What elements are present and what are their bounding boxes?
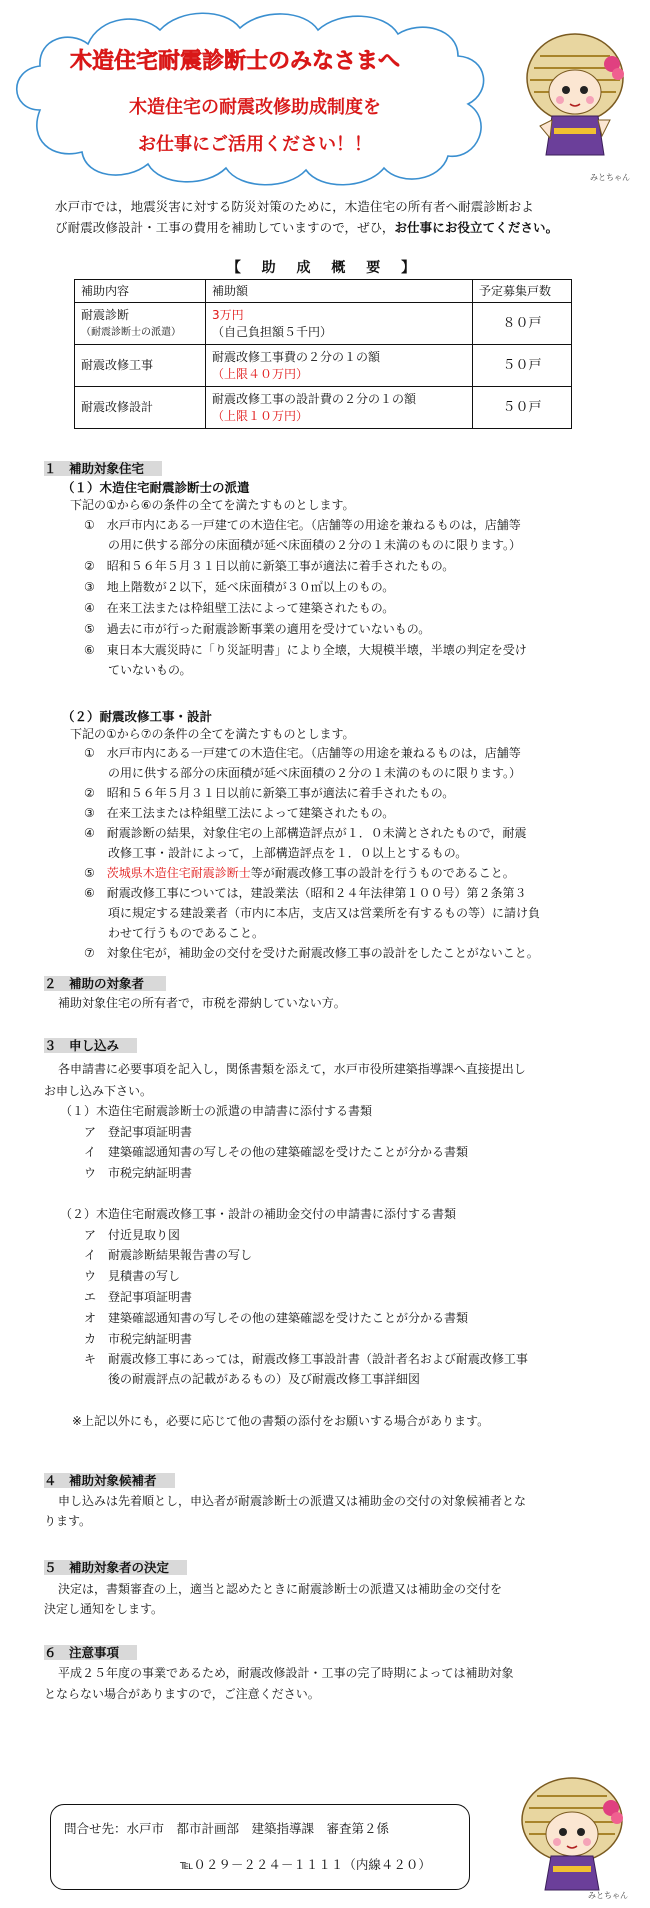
table-row: [75, 303, 572, 345]
condition-line: ③ 地上階数が２以下，延べ床面積が３０㎡以上のもの。: [84, 580, 395, 594]
mascot-caption-bottom: みとちゃん: [588, 1891, 628, 1900]
contact-line-2: ℡０２９－２２４－１１１１（内線４２０）: [180, 1857, 431, 1872]
section-title: １ 補助対象住宅: [44, 461, 162, 476]
document-item: カ 市税完納証明書: [84, 1332, 193, 1346]
document-item: ウ 見積書の写し: [84, 1269, 181, 1283]
condition-line: ⑤ 過去に市が行った耐震診断事業の適用を受けていないもの。: [84, 622, 431, 636]
condition-line: ていないもの。: [84, 663, 192, 677]
section-heading-6: [44, 1644, 137, 1662]
row-amount: 耐震改修工事の設計費の２分の１の額: [212, 391, 417, 406]
section-text: 申し込みは先着順とし，申込者が耐震診断士の派遣又は補助金の交付の対象候補者とな: [58, 1494, 527, 1508]
mascot-caption: みとちゃん: [590, 173, 630, 182]
condition-line: ⑥ 東日本大震災時に「り災証明書」により全壊，大規模半壊，半壊の判定を受け: [84, 643, 527, 657]
subsection-heading: （２）木造住宅耐震改修工事・設計の補助金交付の申請書に添付する書類: [60, 1207, 457, 1221]
document-item: イ 耐震診断結果報告書の写し: [84, 1248, 253, 1262]
condition-line: ④ 耐震診断の結果，対象住宅の上部構造評点が１．０未満とされたもので，耐震: [84, 826, 527, 840]
section-text: 補助対象住宅の所有者で，市税を滞納していない方。: [58, 996, 346, 1010]
row-amount-note: （上限４０万円）: [212, 366, 309, 381]
table-cell: 耐震改修工事: [75, 345, 206, 387]
overview-table: [74, 279, 572, 429]
contact-line-1: 問合せ先：水戸市 都市計画部 建築指導課 審査第２係: [64, 1821, 390, 1836]
contact-box: [50, 1804, 470, 1890]
section-text: 平成２５年度の事業であるため，耐震改修設計・工事の完了時期によっては補助対象: [58, 1666, 514, 1680]
table-cell: [206, 387, 473, 429]
mascot-illustration: [520, 20, 630, 170]
condition-line: ① 水戸市内にある一戸建ての木造住宅。（店舗等の用途を兼ねるものは，店舗等: [84, 746, 521, 760]
table-cell: ８０戸: [473, 303, 572, 345]
subsection-heading: （１）木造住宅耐震診断士の派遣: [62, 480, 250, 495]
subsection-heading: （２）耐震改修工事・設計: [62, 709, 213, 724]
table-header: 補助内容: [75, 280, 206, 303]
table-cell: [75, 303, 206, 345]
condition-line: 項に規定する建設業者（市内に本店，支店又は営業所を有するもの等）に請け負: [84, 906, 541, 920]
section-text: 各申請書に必要事項を記入し，関係書類を添えて，水戸市役所建築指導課へ直接提出し: [58, 1062, 526, 1076]
section-title: ５ 補助対象者の決定: [44, 1560, 187, 1575]
condition-line: ④ 在来工法または枠組壁工法によって建築されたもの。: [84, 601, 395, 615]
section-text: 決定し通知をします。: [44, 1602, 164, 1616]
header-subtitle-1: 木造住宅の耐震改修助成制度を: [129, 97, 381, 118]
header-subtitle-2: お仕事にご活用ください！！: [138, 134, 372, 155]
table-header-row: [75, 280, 572, 303]
section-heading-3: [44, 1037, 137, 1055]
condition-line: ③ 在来工法または枠組壁工法によって建築されたもの。: [84, 806, 395, 820]
document-item: ア 付近見取り図: [84, 1228, 181, 1242]
row-item-sub: （耐震診断士の派遣）: [81, 326, 181, 338]
row-amount: 耐震改修工事費の２分の１の額: [212, 349, 381, 364]
document-item: エ 登記事項証明書: [84, 1290, 193, 1304]
document-item: 後の耐震評点の記載があるもの）及び耐震改修工事詳細図: [84, 1372, 421, 1386]
condition-emphasis: 茨城県木造住宅耐震診断士: [106, 866, 251, 880]
section-title: ４ 補助対象候補者: [44, 1473, 175, 1488]
section-text: お申し込み下さい。: [44, 1084, 153, 1098]
section-title: ３ 申し込み: [44, 1038, 137, 1053]
subsection-heading: （１）木造住宅耐震診断士の派遣の申請書に添付する書類: [60, 1104, 373, 1118]
overview-title: 【 助 成 概 要 】: [226, 260, 424, 276]
condition-number: ⑤: [84, 866, 107, 880]
document-item: キ 耐震改修工事にあっては，耐震改修工事設計書（設計者名および耐震改修工事: [84, 1352, 528, 1366]
condition-line: ② 昭和５６年５月３１日以前に新築工事が適法に着手されたもの。: [84, 559, 455, 573]
table-cell: [206, 303, 473, 345]
condition-line: [84, 864, 515, 882]
document-item: イ 建築確認通知書の写しその他の建築確認を受けたことが分かる書類: [84, 1145, 469, 1159]
row-amount-note: （自己負担額５千円）: [212, 324, 333, 339]
condition-line: ⑥ 耐震改修工事については，建設業法（昭和２４年法律第１００号）第２条第３: [84, 886, 527, 900]
condition-line: ⑦ 対象住宅が，補助金の交付を受けた耐震改修工事の設計をしたことがないこと。: [84, 946, 539, 960]
table-row: [75, 387, 572, 429]
table-row: [75, 345, 572, 387]
mascot-illustration-bottom: [515, 1768, 630, 1898]
row-amount: 3万円: [212, 307, 244, 322]
condition-line: 改修工事・設計によって，上部構造評点を１．０以上とするもの。: [84, 846, 468, 860]
condition-line: わせて行うものであること。: [84, 926, 265, 940]
section-note: ※上記以外にも，必要に応じて他の書類の添付をお願いする場合があります。: [72, 1414, 490, 1428]
section-title: ２ 補助の対象者: [44, 976, 166, 991]
condition-line: ② 昭和５６年５月３１日以前に新築工事が適法に着手されたもの。: [84, 786, 455, 800]
intro-line-2: [55, 217, 615, 238]
section-text: ります。: [44, 1514, 92, 1528]
condition-line: の用に供する部分の床面積が延べ床面積の２分の１未満のものに限ります。）: [84, 538, 522, 552]
section-heading-5: [44, 1559, 187, 1577]
table-header: 補助額: [206, 280, 473, 303]
section-text: 決定は，書類審査の上，適当と認めたときに耐震診断士の派遣又は補助金の交付を: [58, 1582, 503, 1596]
intro-emphasis: お仕事にお役立てください。: [394, 220, 559, 235]
table-header: 予定募集戸数: [473, 280, 572, 303]
table-cell: ５０戸: [473, 387, 572, 429]
condition-text: 等が耐震改修工事の設計を行うものであること。: [250, 866, 515, 880]
document-item: ウ 市税完納証明書: [84, 1166, 193, 1180]
section-title: ６ 注意事項: [44, 1645, 137, 1660]
condition-line: ① 水戸市内にある一戸建ての木造住宅。（店舗等の用途を兼ねるものは，店舗等: [84, 518, 521, 532]
section-heading-1: [44, 460, 162, 478]
header-title: 木造住宅耐震診断士のみなさまへ: [69, 49, 400, 74]
subsection-lead: 下記の①から⑦の条件の全てを満たすものとします。: [70, 727, 355, 741]
row-item: 耐震診断: [81, 307, 130, 322]
subsection-lead: 下記の①から⑥の条件の全てを満たすものとします。: [70, 498, 355, 512]
row-amount-note: （上限１０万円）: [212, 408, 309, 423]
intro-text: び耐震改修設計・工事の費用を補助していますので，ぜひ，: [55, 220, 395, 235]
document-item: ア 登記事項証明書: [84, 1125, 193, 1139]
condition-line: の用に供する部分の床面積が延べ床面積の２分の１未満のものに限ります。）: [84, 766, 522, 780]
header-banner: [0, 0, 650, 190]
table-cell: 耐震改修設計: [75, 387, 206, 429]
intro-line-1: 水戸市では，地震災害に対する防災対策のために，木造住宅の所有者へ耐震診断およ: [55, 199, 534, 214]
document-item: オ 建築確認通知書の写しその他の建築確認を受けたことが分かる書類: [84, 1311, 469, 1325]
section-heading-4: [44, 1472, 175, 1490]
section-text: とならない場合がありますので，ご注意ください。: [44, 1687, 320, 1701]
section-heading-2: [44, 975, 166, 993]
table-cell: [206, 345, 473, 387]
table-cell: ５０戸: [473, 345, 572, 387]
